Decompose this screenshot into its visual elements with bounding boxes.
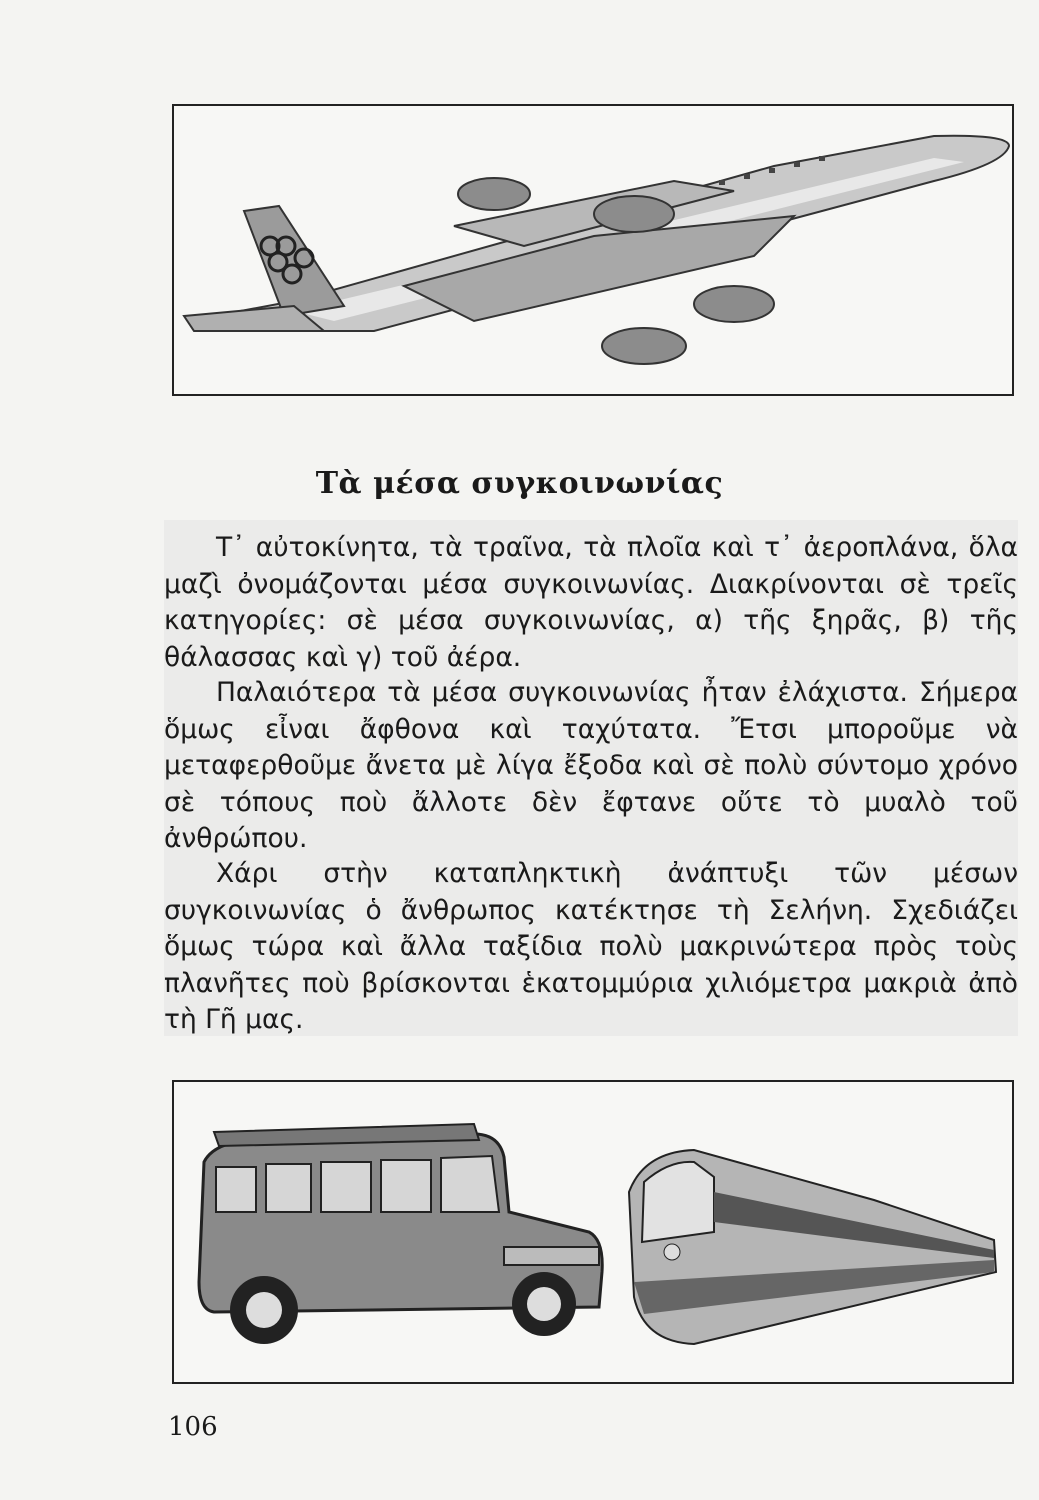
paragraph-1 — [164, 530, 1018, 676]
section-title: Τὰ μέσα συγκοινωνίας — [315, 466, 724, 501]
minibus-illustration — [199, 1124, 602, 1344]
paragraph-2-text: Παλαιότερα τὰ μέσα συγκοινωνίας ἦταν ἐλάχιστα. Σήμερα ὅμως εἶναι ἄφθονα καὶ ταχύτατα. Ἔτσι μποροῦμε νὰ μεταφερθοῦμε ἄνετα μὲ λίγα ἔξοδα καὶ σὲ πολὺ σύντομο χρόνο σὲ τόπους ποὺ ἄλλοτε δὲν ἔφτανε οὔτε τὸ μυαλὸ τοῦ ἀνθρώπου. — [164, 677, 1018, 854]
paragraph-1-text: Τ᾽ αὐτοκίνητα, τὰ τραῖνα, τὰ πλοῖα καὶ τ᾽ ἀεροπλάνα, ὅλα μαζὶ ὀνομάζονται μέσα συγκοινωνίας. Διακρίνονται σὲ τρεῖς κατηγορίες: σὲ μέσα συγκοινωνίας, α) τῆς ξηρᾶς, β) τῆς θάλασσας καὶ γ) τοῦ ἀέρα. — [164, 532, 1018, 673]
vehicles-illustration — [174, 1082, 1012, 1382]
paragraph-2 — [164, 675, 1018, 858]
train-illustration — [629, 1150, 996, 1344]
page-number: 106 — [168, 1412, 218, 1442]
paragraph-3 — [164, 856, 1018, 1039]
airplane-illustration — [174, 106, 1012, 394]
airplane-illustration-frame — [172, 104, 1014, 396]
paragraph-3-text: Χάρι στὴν καταπληκτικὴ ἀνάπτυξι τῶν μέσων συγκοινωνίας ὁ ἄνθρωπος κατέκτησε τὴ Σελήνη. Σχεδιάζει ὅμως τώρα καὶ ἄλλα ταξίδια πολὺ μακρινώτερα πρὸς τοὺς πλανῆτες ποὺ βρίσκονται ἑκατομμύρια χιλιόμετρα μακριὰ ἀπὸ τὴ Γῆ μας. — [164, 858, 1018, 1035]
vehicles-illustration-frame — [172, 1080, 1014, 1384]
